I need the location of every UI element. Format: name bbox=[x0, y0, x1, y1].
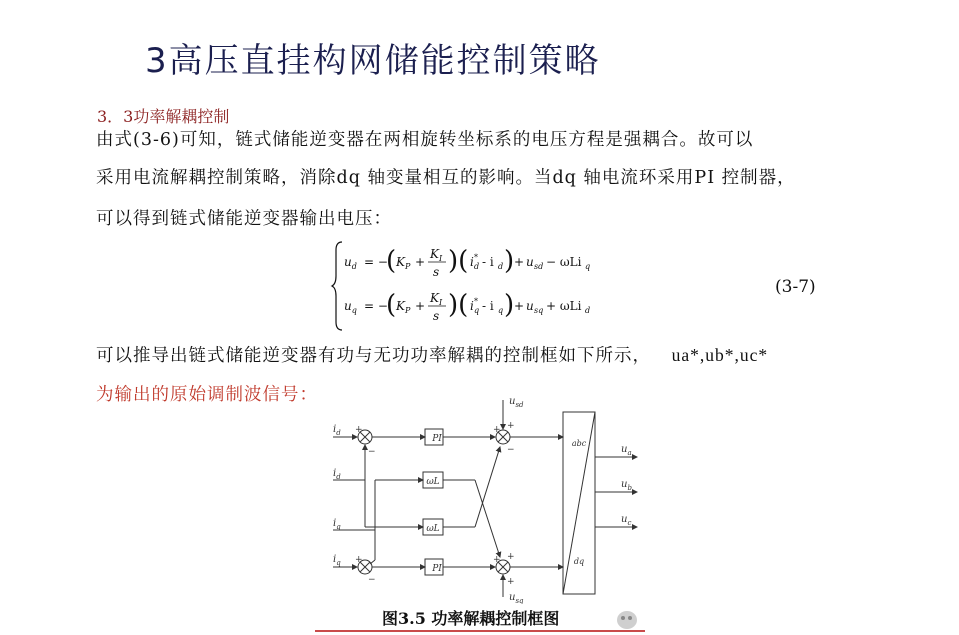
modulation-signals: ua*,ub*,uc* bbox=[671, 345, 769, 365]
svg-text:- i: - i bbox=[482, 255, 494, 269]
svg-text:- i: - i bbox=[482, 299, 494, 313]
svg-text:ωL: ωL bbox=[426, 477, 440, 487]
svg-text:)(: )( bbox=[448, 246, 469, 276]
svg-text:id: $i_d$ bbox=[333, 468, 341, 481]
svg-text:I: I bbox=[439, 254, 443, 263]
equation-3-7 bbox=[330, 236, 610, 336]
svg-text:ωL: ωL bbox=[426, 524, 440, 534]
svg-text:PI: PI bbox=[432, 434, 442, 444]
svg-text:uq: $u_q$ bbox=[344, 299, 357, 315]
svg-text:−: − bbox=[368, 447, 376, 457]
svg-text:ua: $u_a$ bbox=[621, 444, 632, 457]
svg-text:K: K bbox=[396, 299, 405, 313]
slide-title: 3高压直挂构网储能控制策略 bbox=[145, 41, 601, 81]
svg-text:i: i bbox=[470, 299, 474, 313]
figure-caption: 图3.5 功率解耦控制框图 bbox=[382, 609, 560, 628]
svg-text:+: + bbox=[355, 555, 363, 565]
svg-text:−: − bbox=[368, 575, 376, 585]
svg-text:+: + bbox=[493, 555, 501, 565]
svg-text:P: P bbox=[405, 306, 411, 315]
svg-text:− ωLi: − ωLi bbox=[546, 255, 582, 269]
svg-text:)(: )( bbox=[448, 290, 469, 320]
svg-text:i: i bbox=[470, 255, 474, 269]
svg-text:P: P bbox=[405, 262, 411, 271]
paragraph-line-4-main: 可以推导出链式储能逆变器有功与无功功率解耦的控制框如下所示， bbox=[96, 346, 651, 366]
svg-text:*: * bbox=[474, 297, 478, 306]
svg-text:ub: $u_b$ bbox=[621, 479, 632, 492]
svg-text:−: − bbox=[507, 445, 515, 455]
svg-text:d: d bbox=[474, 262, 480, 271]
svg-text:sd: sd bbox=[534, 262, 544, 271]
caption-underline bbox=[315, 630, 645, 632]
svg-text:PI: PI bbox=[432, 564, 442, 574]
svg-text:iq: $i_q$ bbox=[333, 554, 341, 567]
svg-text:): ) bbox=[504, 290, 515, 320]
svg-text:= −: = − bbox=[364, 299, 388, 313]
decoupling-control-diagram bbox=[315, 392, 645, 604]
svg-text:+: + bbox=[507, 421, 515, 431]
svg-text:ud: $u_d$ bbox=[344, 255, 357, 271]
section-heading: 3．3功率解耦控制 bbox=[97, 107, 230, 126]
svg-text:K: K bbox=[396, 255, 405, 269]
svg-text:+: + bbox=[355, 425, 363, 435]
paragraph-line-3: 可以得到链式储能逆变器输出电压： bbox=[96, 209, 392, 229]
svg-text:K: K bbox=[430, 291, 439, 305]
paragraph-line-4 bbox=[96, 340, 768, 371]
equation-row-q bbox=[344, 290, 590, 323]
svg-text:d: d bbox=[498, 262, 504, 271]
svg-text:+: + bbox=[507, 552, 515, 562]
svg-text:+: + bbox=[514, 299, 525, 313]
paragraph-line-1: 由式(3-6)可知，链式储能逆变器在两相旋转坐标系的电压方程是强耦合。故可以 bbox=[96, 130, 754, 150]
svg-text:usd: $u_{sd}$ bbox=[509, 396, 524, 409]
svg-text:K: K bbox=[430, 247, 439, 261]
svg-text:+: + bbox=[415, 255, 426, 269]
paragraph-line-2: 采用电流解耦控制策略，消除dq 轴变量相互的影响。当dq 轴电流环采用PI 控制器， bbox=[96, 168, 796, 188]
svg-text:(: ( bbox=[386, 290, 397, 320]
svg-text:+: + bbox=[507, 577, 515, 587]
svg-text:s: s bbox=[433, 265, 440, 279]
paragraph-line-5: 为输出的原始调制波信号： bbox=[96, 385, 318, 405]
equation-row-d bbox=[344, 246, 590, 279]
svg-text:q: q bbox=[585, 262, 591, 271]
svg-text:q: q bbox=[498, 306, 504, 315]
svg-text:+: + bbox=[493, 425, 501, 435]
svg-text:+: + bbox=[514, 255, 525, 269]
svg-text:q: q bbox=[474, 306, 480, 315]
svg-text:sq: sq bbox=[534, 306, 544, 315]
svg-text:d: d bbox=[585, 306, 591, 315]
svg-text:dq: dq bbox=[573, 557, 585, 566]
svg-text:u: u bbox=[526, 299, 534, 313]
svg-text:= −: = − bbox=[364, 255, 388, 269]
svg-text:uc: $u_c$ bbox=[621, 514, 632, 527]
svg-text:): ) bbox=[504, 246, 515, 276]
svg-text:+ ωLi: + ωLi bbox=[546, 299, 582, 313]
svg-text:+: + bbox=[415, 299, 426, 313]
svg-text:s: s bbox=[433, 309, 440, 323]
watermark-logo-icon bbox=[615, 608, 639, 630]
svg-text:abc: abc bbox=[571, 439, 587, 448]
svg-text:I: I bbox=[439, 298, 443, 307]
svg-text:usq: $u_{sq}$ bbox=[509, 592, 524, 604]
svg-text:u: u bbox=[526, 255, 534, 269]
svg-text:*: * bbox=[474, 253, 478, 262]
svg-text:iq: $i_q$ bbox=[333, 518, 341, 531]
svg-text:id: $i_d$ bbox=[333, 424, 341, 437]
svg-text:(: ( bbox=[386, 246, 397, 276]
equation-number: (3-7) bbox=[775, 277, 816, 297]
